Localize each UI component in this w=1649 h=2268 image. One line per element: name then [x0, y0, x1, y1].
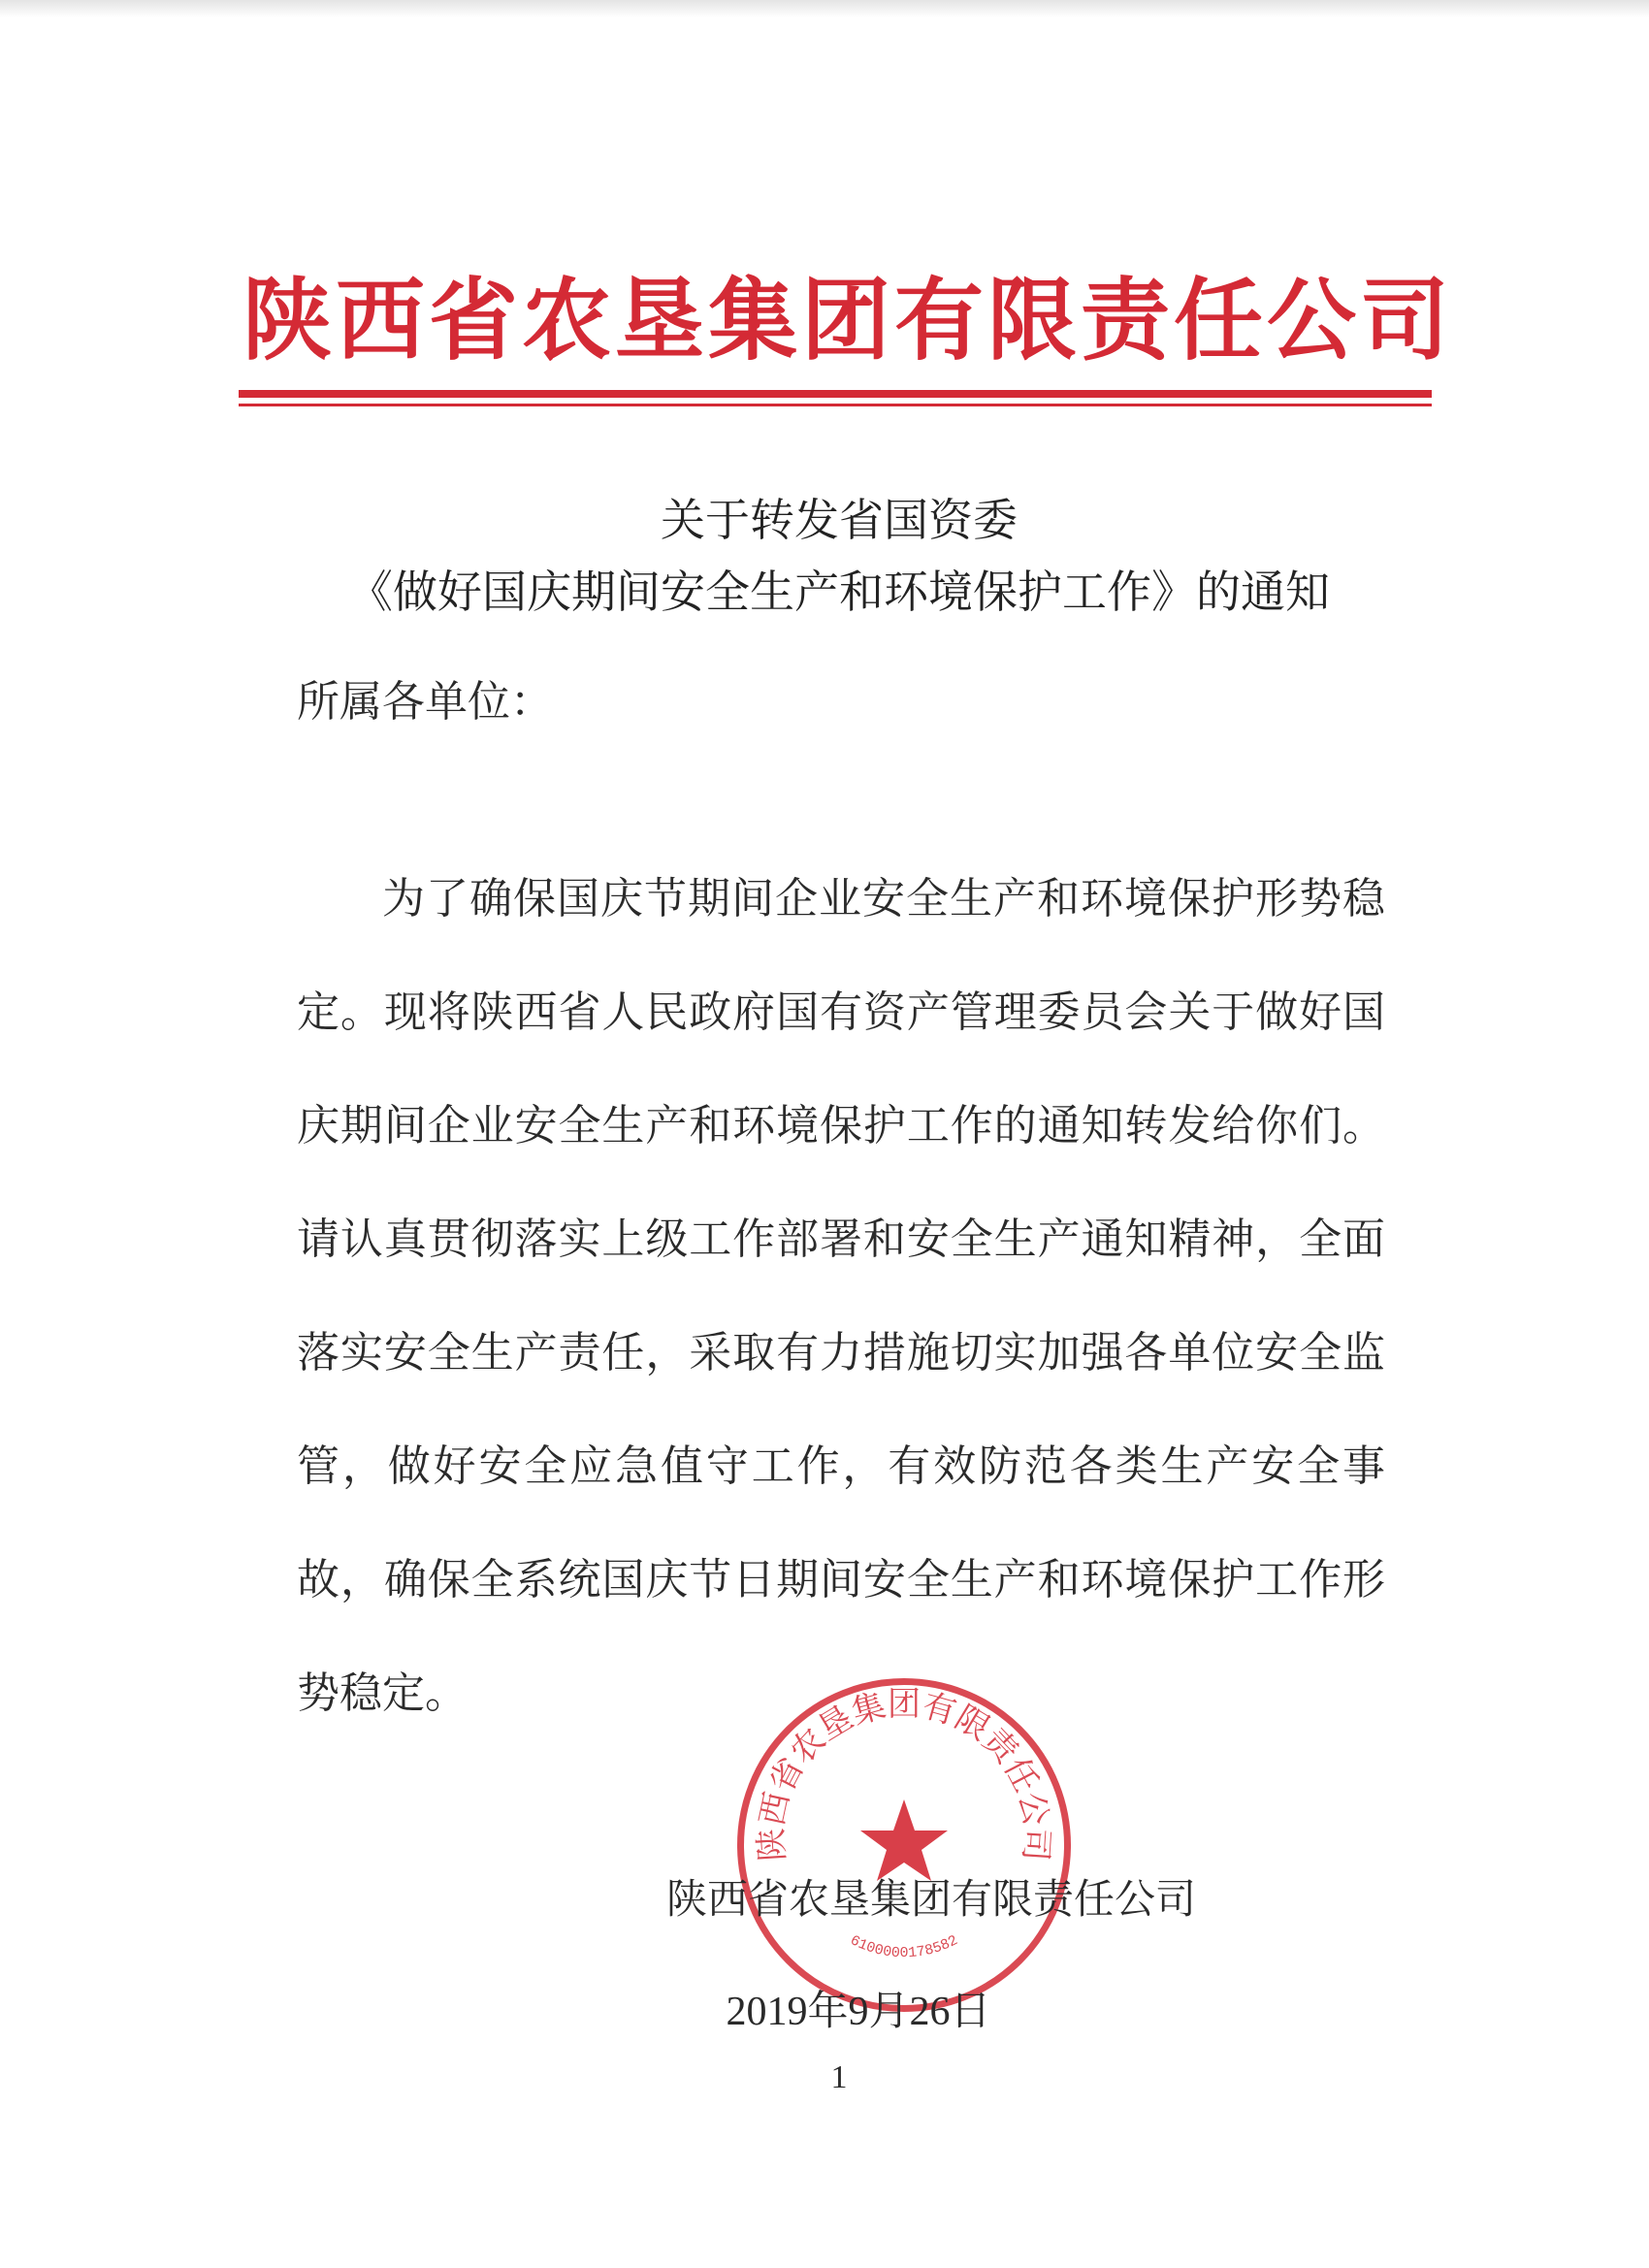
letterhead-company-name: 陕西省农垦集团有限责任公司 [242, 268, 1454, 373]
seal-ring-text: 陕西省农垦集团有限责任公司 [752, 1685, 1056, 1863]
seal-star-icon [860, 1799, 948, 1881]
salutation: 所属各单位： [297, 677, 553, 727]
issue-date: 2019年9月26日 [726, 1990, 991, 2034]
letterhead-rule-thick [239, 390, 1432, 398]
page-number: 1 [830, 2059, 848, 2095]
seal-code-text: 6100000178582 [847, 1931, 961, 1962]
letterhead-rule-thin [239, 404, 1432, 406]
notice-title-line2: 《做好国庆期间安全生产和环境保护工作》的通知 [348, 566, 1330, 618]
scan-top-edge [0, 0, 1649, 17]
notice-title-line1: 关于转发省国资委 [661, 494, 1018, 546]
issuer-signature: 陕西省农垦集团有限责任公司 [665, 1875, 1196, 1923]
notice-body: 为了确保国庆节期间企业安全生产和环境保护形势稳定。现将陕西省人民政府国有资产管理委员会关于做好国庆期间企业安全生产和环境保护工作的通知转发给你们。请认真贯彻落实上级工作部署和安全生产通知精神，全面落实安全生产责任，采取有力措施切实加强各单位安全监管，做好安全应急值守工作，有效防范各类生产安全事故，确保全系统国庆节日期间安全生产和环境保护工作形势稳定。 [297, 874, 1385, 1718]
seal-graphic [744, 1685, 1064, 2005]
official-seal [737, 1678, 1071, 2012]
